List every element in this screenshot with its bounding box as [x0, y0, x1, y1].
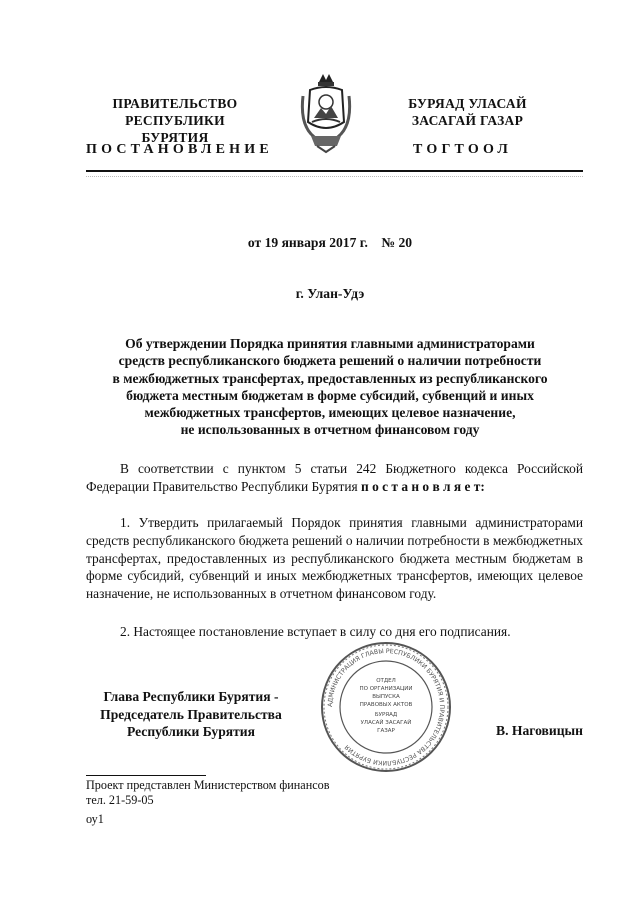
preamble — [86, 460, 583, 496]
seal-line: УЛАСАЙ ЗАСАГАЙ — [360, 720, 412, 726]
position-line: Глава Республики Бурятия - — [103, 689, 279, 704]
header-right-line1: БУРЯАД УЛАСАЙ — [408, 96, 527, 111]
header-right-doc-type: ТОГТООЛ — [413, 142, 513, 157]
signatory-name: В. Наговицын — [496, 723, 583, 738]
footer-rule — [86, 775, 206, 776]
seal-line: ПО ОРГАНИЗАЦИИ — [359, 686, 413, 692]
header-divider — [86, 170, 583, 172]
header-left-doc-type: ПОСТАНОВЛЕНИЕ — [86, 142, 273, 157]
footer-note — [86, 778, 330, 808]
city: г. Улан-Удэ — [295, 286, 365, 301]
header-right-line2: ЗАСАГАЙ ГАЗАР — [411, 113, 524, 128]
header-right-org — [395, 95, 540, 129]
document-title — [60, 335, 600, 439]
title-line: Об утверждении Порядка принятия главными администраторами — [125, 336, 535, 351]
seal-ring-text: АДМИНИСТРАЦИЯ ГЛАВЫ РЕСПУБЛИКИ БУРЯТИЯ И ПРАВИТЕЛЬСТВА РЕСПУБЛИКИ БУРЯТИЯ — [326, 647, 446, 767]
title-line: средств республиканского бюджета решений о наличии потребности — [118, 353, 542, 369]
preamble-text: В соответствии с пунктом 5 статьи 242 Бюджетного кодекса Российской Федерации Правительство Республики Бурятия — [86, 461, 583, 494]
preamble-emphasis: п о с т а н о в л я е т: — [361, 478, 485, 494]
title-line: бюджета местным бюджетам в форме субсидий, субвенций и иных — [126, 387, 534, 403]
title-line: межбюджетных трансфертов, имеющих целевое назначение, — [144, 405, 516, 421]
seal-line: ГАЗАР — [377, 728, 395, 734]
item-1: 1. Утвердить прилагаемый Порядок принятия главными администраторами средств республиканского бюджета решений о наличии потребности в межбюджетных трансфертах, предоставленных из республиканского бюджета местным бюджетам в форме субсидий, субвенций и иных межбюджетных трансфертов, имеющих целевое назначение, не использованных в отчетном финансовом году. — [86, 515, 583, 602]
footer-line1: Проект представлен Министерством финансов — [86, 778, 330, 792]
position-line: Председатель Правительства — [100, 706, 282, 722]
footer-code: оу1 — [86, 812, 104, 826]
header-left-line1: ПРАВИТЕЛЬСТВО — [112, 96, 238, 111]
header-dotted-line — [86, 176, 583, 177]
coat-of-arms-icon — [297, 72, 355, 154]
position-line: Республики Бурятия — [126, 724, 255, 739]
header-left-line2: РЕСПУБЛИКИ БУРЯТИЯ — [125, 113, 225, 145]
footer-line2: тел. 21-59-05 — [86, 793, 154, 807]
date-number: от 19 января 2017 г. № 20 — [247, 235, 413, 250]
header-left-org — [100, 95, 250, 146]
title-line: в межбюджетных трансфертах, предоставленных из республиканского — [112, 370, 548, 386]
seal-line: БУРЯАД — [374, 712, 398, 718]
item-2: 2. Настоящее постановление вступает в силу со дня его подписания. — [120, 624, 511, 639]
signature-position — [86, 688, 296, 741]
official-seal-icon — [319, 640, 453, 774]
seal-line: ПРАВОВЫХ АКТОВ — [359, 702, 413, 708]
seal-line: ВЫПУСКА — [372, 694, 400, 700]
seal-line: ОТДЕЛ — [376, 678, 396, 684]
title-line: не использованных в отчетном финансовом году — [180, 422, 480, 438]
